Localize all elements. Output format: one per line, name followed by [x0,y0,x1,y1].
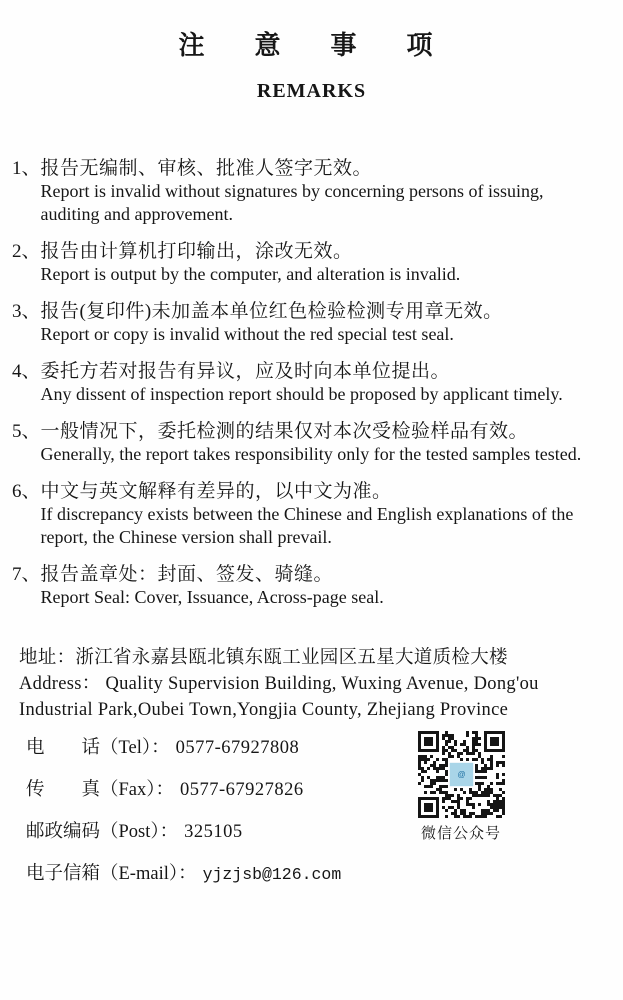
item-text [41,157,603,226]
contact-row-tel [26,737,623,760]
contact-row-post [26,821,623,844]
item-text [41,563,603,609]
item-text-en: Report or copy is invalid without the red special test seal. [40,324,454,344]
post-value: 325105 [184,822,243,842]
item-number: 5、 [12,421,41,442]
remark-item [12,157,603,226]
wechat-qr-block [417,731,505,843]
item-number: 6、 [12,481,41,502]
item-text-en: Report is output by the computer, and alteration is invalid. [40,264,461,284]
item-text [41,240,603,286]
page-title: 注 意 事 项 [178,31,445,60]
item-text-zh: 中文与英文解释有差异的，以中文为准。 [40,481,392,502]
item-text-en: Report Seal: Cover, Issuance, Across-page seal. [40,587,384,607]
item-number: 3、 [12,301,41,322]
item-text-en: If discrepancy exists between the Chinese and English explanations of the report, the Chinese version shall prevail. [40,504,574,547]
address-zh: 地址：浙江省永嘉县瓯北镇东瓯工业园区五星大道质检大楼 [19,648,508,668]
qr-caption: 微信公众号 [420,826,501,842]
item-text [41,420,603,466]
item-text-zh: 一般情况下，委托检测的结果仅对本次受检验样品有效。 [40,421,529,442]
item-text-en: Any dissent of inspection report should be proposed by applicant timely. [40,384,563,404]
post-label: 邮政编码（Post）： [26,822,179,842]
item-text-zh: 报告盖章处：封面、签发、骑缝。 [40,564,334,585]
item-text [41,360,603,406]
item-number: 1、 [12,158,41,179]
remark-item [12,480,603,549]
address-en: Address： Quality Supervision Building, Wuxing Avenue, Dong'ou Industrial Park,Oubei Town,Yongjia County, Zhejiang Province [19,674,539,720]
item-text [41,300,603,346]
address-block [19,645,603,723]
item-text-zh: 报告无编制、审核、批准人签字无效。 [40,158,373,179]
item-text-en: Report is invalid without signatures by concerning persons of issuing, auditing and approvement. [40,181,544,224]
item-text-zh: 报告(复印件)未加盖本单位红色检验检测专用章无效。 [40,301,503,322]
item-number: 4、 [12,361,41,382]
email-value: yjzjsb@126.com [202,865,342,884]
remark-item [12,300,603,346]
fax-label: 传 真（Fax）： [26,780,175,800]
contact-block [26,737,623,886]
remark-item [12,360,603,406]
remark-item [12,563,603,609]
item-text [41,480,603,549]
item-text-en: Generally, the report takes responsibility only for the tested samples tested. [40,444,582,464]
item-number: 2、 [12,241,41,262]
remarks-list [12,157,603,609]
svg-text:@: @ [456,770,466,779]
email-label: 电子信箱（E-mail）： [26,864,197,884]
contact-row-email [26,863,623,886]
remark-item [12,420,603,466]
page-subtitle: REMARKS [256,80,367,102]
remark-item [12,240,603,286]
fax-value: 0577-67927826 [180,780,304,800]
wechat-qr-code [418,731,505,818]
item-number: 7、 [12,564,41,585]
tel-label: 电 话（Tel）： [26,738,170,758]
item-text-zh: 报告由计算机打印输出，涂改无效。 [40,241,353,262]
item-text-zh: 委托方若对报告有异议，应及时向本单位提出。 [40,361,451,382]
tel-value: 0577-67927808 [175,738,300,758]
contact-row-fax [26,779,623,802]
